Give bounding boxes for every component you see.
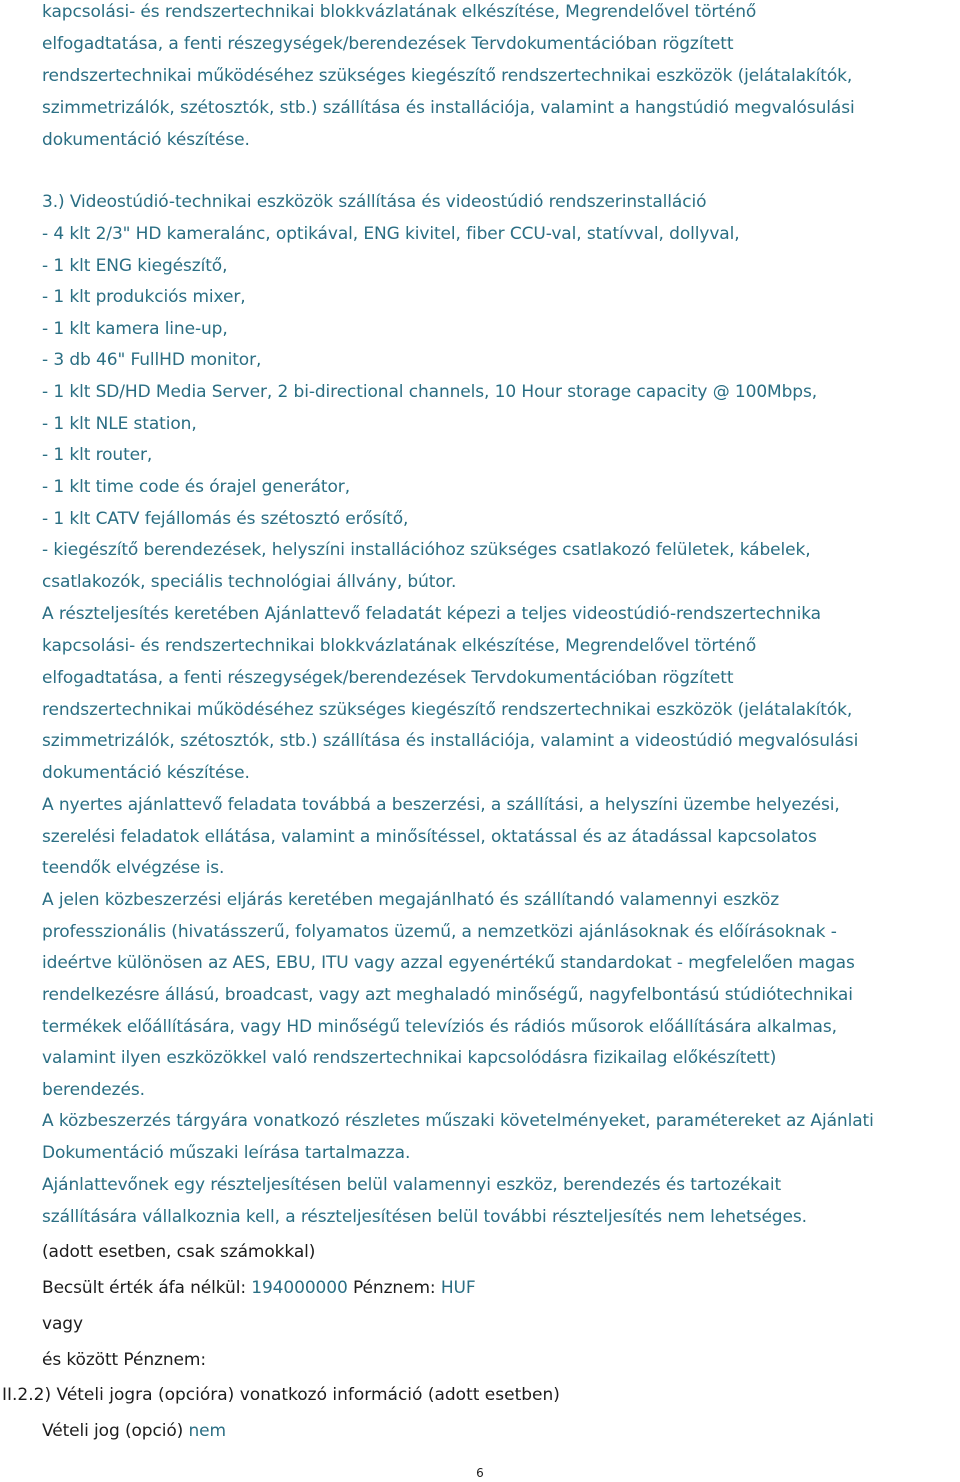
text-line: berendezés. bbox=[42, 1080, 145, 1100]
list-item: - 1 klt ENG kiegészítő, bbox=[42, 256, 228, 276]
option-row bbox=[42, 1420, 226, 1442]
text-line: A részteljesítés keretében Ajánlattevő feladatát képezi a teljes videostúdió-rendszertechnika bbox=[42, 604, 821, 624]
text-line: szerelési feladatok ellátása, valamint a minősítéssel, oktatással és az átadással kapcsolatos bbox=[42, 827, 817, 847]
estimated-value-row bbox=[42, 1277, 476, 1299]
text-line: szimmetrizálók, szétosztók, stb.) szállítása és installációja, valamint a videostúdió megvalósulási bbox=[42, 731, 859, 751]
currency-value: HUF bbox=[440, 1278, 476, 1298]
list-item: - 1 klt time code és órajel generátor, bbox=[42, 477, 350, 497]
text-line: ideértve különösen az AES, EBU, ITU vagy azzal egyenértékű standardokat - megfelelően magas bbox=[42, 953, 855, 973]
text-line: csatlakozók, speciális technológiai állvány, bútor. bbox=[42, 572, 457, 592]
currency-label: Pénznem: bbox=[347, 1278, 441, 1298]
option-value: nem bbox=[188, 1421, 226, 1441]
estimate-note: (adott esetben, csak számokkal) bbox=[42, 1242, 316, 1262]
section-heading: II.2.2) Vételi jogra (opcióra) vonatkozó információ (adott esetben) bbox=[2, 1385, 560, 1405]
list-item: - 3 db 46" FullHD monitor, bbox=[42, 350, 262, 370]
text-line: professzionális (hivatásszerű, folyamatos üzemű, a nemzetközi ajánlásoknak és előírásoknak - bbox=[42, 922, 837, 942]
text-line: termékek előállítására, vagy HD minőségű televíziós és rádiós műsorok előállítására alkalmas, bbox=[42, 1017, 837, 1037]
range-label: és között Pénznem: bbox=[42, 1350, 206, 1370]
text-line: teendők elvégzése is. bbox=[42, 858, 225, 878]
text-line: rendelkezésre állású, broadcast, vagy azt meghaladó minőségű, nagyfelbontású stúdiótechnikai bbox=[42, 985, 853, 1005]
text-line: valamint ilyen eszközökkel való rendszertechnikai kapcsolódásra fizikailag előkészített) bbox=[42, 1048, 777, 1068]
text-line: elfogadtatása, a fenti részegységek/berendezések Tervdokumentációban rögzített bbox=[42, 34, 734, 54]
list-item: - 4 klt 2/3" HD kameralánc, optikával, ENG kivitel, fiber CCU-val, statívval, dollyval, bbox=[42, 224, 740, 244]
text-line: rendszertechnikai működéséhez szükséges kiegészítő rendszertechnikai eszközök (jelátalakítók, bbox=[42, 66, 853, 86]
text-line: Dokumentáció műszaki leírása tartalmazza. bbox=[42, 1143, 411, 1163]
estimated-value: 194000000 bbox=[251, 1278, 348, 1298]
or-text: vagy bbox=[42, 1314, 83, 1334]
text-line: szállítására vállalkoznia kell, a részteljesítésen belül további részteljesítés nem lehetséges. bbox=[42, 1207, 807, 1227]
text-line: kapcsolási- és rendszertechnikai blokkvázlatának elkészítése, Megrendelővel történő bbox=[42, 636, 757, 656]
text-line: rendszertechnikai működéséhez szükséges kiegészítő rendszertechnikai eszközök (jelátalakítók, bbox=[42, 700, 853, 720]
list-item: - kiegészítő berendezések, helyszíni installációhoz szükséges csatlakozó felületek, kábelek, bbox=[42, 540, 811, 560]
text-line: Ajánlattevőnek egy részteljesítésen belül valamennyi eszköz, berendezés és tartozékait bbox=[42, 1175, 782, 1195]
list-item: - 1 klt CATV fejállomás és szétosztó erősítő, bbox=[42, 509, 409, 529]
text-line: A közbeszerzés tárgyára vonatkozó részletes műszaki követelményeket, paramétereket az Ajánlati bbox=[42, 1111, 874, 1131]
list-item: - 1 klt router, bbox=[42, 445, 153, 465]
section-title: 3.) Videostúdió-technikai eszközök szállítása és videostúdió rendszerinstalláció bbox=[42, 192, 707, 212]
text-line: dokumentáció készítése. bbox=[42, 763, 250, 783]
estimated-value-label: Becsült érték áfa nélkül: bbox=[42, 1278, 252, 1298]
page-number: 6 bbox=[476, 1466, 484, 1480]
text-line: A nyertes ajánlattevő feladata továbbá a beszerzési, a szállítási, a helyszíni üzembe helyezési, bbox=[42, 795, 840, 815]
option-label: Vételi jog (opció) bbox=[42, 1421, 189, 1441]
text-line: elfogadtatása, a fenti részegységek/berendezések Tervdokumentációban rögzített bbox=[42, 668, 734, 688]
list-item: - 1 klt produkciós mixer, bbox=[42, 287, 246, 307]
list-item: - 1 klt kamera line-up, bbox=[42, 319, 228, 339]
text-line: A jelen közbeszerzési eljárás keretében megajánlható és szállítandó valamennyi eszköz bbox=[42, 890, 780, 910]
list-item: - 1 klt SD/HD Media Server, 2 bi-directional channels, 10 Hour storage capacity @ 100Mbps, bbox=[42, 382, 818, 402]
list-item: - 1 klt NLE station, bbox=[42, 414, 197, 434]
text-line: dokumentáció készítése. bbox=[42, 130, 250, 150]
text-line: szimmetrizálók, szétosztók, stb.) szállítása és installációja, valamint a hangstúdió megvalósulási bbox=[42, 98, 855, 118]
text-line: kapcsolási- és rendszertechnikai blokkvázlatának elkészítése, Megrendelővel történő bbox=[42, 2, 757, 22]
